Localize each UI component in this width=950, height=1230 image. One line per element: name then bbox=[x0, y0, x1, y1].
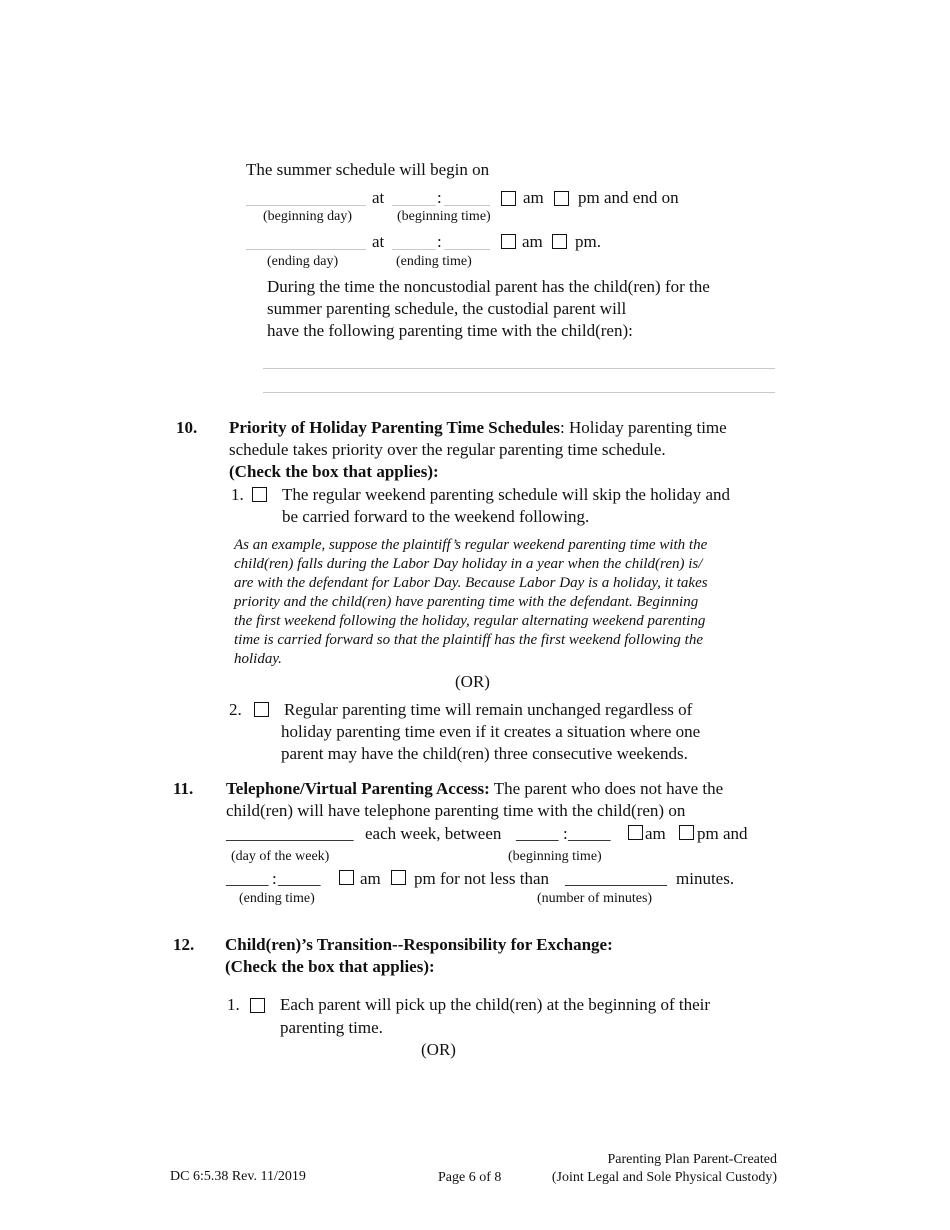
pm-end-label: pm and end on bbox=[578, 188, 679, 207]
section-12-option-1-checkbox[interactable] bbox=[250, 998, 265, 1013]
colon: : bbox=[272, 869, 277, 888]
day-of-week-blank[interactable]: _______________ bbox=[226, 824, 354, 843]
ending-day-blank[interactable] bbox=[246, 249, 366, 250]
custodial-parenting-text: During the time the noncustodial parent has the child(ren) for the summer parenting schedule, the custodial parent will have the following parenting time with the child(ren): bbox=[267, 277, 710, 340]
section-12-or: (OR) bbox=[421, 1040, 456, 1059]
ending-day-caption: (ending day) bbox=[267, 254, 339, 269]
custodial-time-line-1[interactable] bbox=[263, 368, 775, 369]
section-12-option-1-text: Each parent will pick up the child(ren) at the beginning of their parenting time. bbox=[280, 995, 711, 1037]
am-label: am bbox=[523, 188, 544, 207]
section-11-heading: Telephone/Virtual Parenting Access: bbox=[226, 779, 490, 798]
beginning-minute-blank[interactable] bbox=[444, 205, 490, 206]
section-10-option-2-number: 2. bbox=[229, 700, 242, 719]
at-label: at bbox=[372, 188, 385, 207]
am-label: am bbox=[645, 824, 666, 843]
beginning-pm-checkbox[interactable] bbox=[554, 191, 569, 206]
ending-time-caption: (ending time) bbox=[396, 254, 472, 269]
footer-title-line-1: Parenting Plan Parent-Created bbox=[607, 1152, 777, 1167]
number-of-minutes-caption: (number of minutes) bbox=[537, 891, 653, 906]
section-12-heading: Child(ren)’s Transition--Responsibility for Exchange: bbox=[225, 935, 613, 954]
section-10-option-1-text: The regular weekend parenting schedule will skip the holiday and be carried forward to the weekend following. bbox=[282, 485, 730, 526]
section-12-option-1-number: 1. bbox=[227, 995, 240, 1014]
beginning-time-caption: (beginning time) bbox=[508, 849, 602, 864]
footer-page-number: Page 6 of 8 bbox=[438, 1170, 502, 1185]
am-label: am bbox=[360, 869, 381, 888]
ending-minute-blank[interactable] bbox=[444, 249, 490, 250]
beginning-time-caption: (beginning time) bbox=[397, 209, 491, 224]
section-10-heading: Priority of Holiday Parenting Time Schedules bbox=[229, 418, 561, 437]
ending-hour-blank[interactable] bbox=[392, 249, 436, 250]
section-11-line-1: Telephone/Virtual Parenting Access: The parent who does not have the bbox=[226, 779, 724, 798]
beginning-hour-blank[interactable] bbox=[392, 205, 436, 206]
section-10-option-1-number: 1. bbox=[231, 485, 244, 504]
section-11-line-2: child(ren) will have telephone parenting time with the child(ren) on bbox=[226, 801, 686, 820]
day-of-week-caption: (day of the week) bbox=[231, 849, 330, 864]
section-10-number: 10. bbox=[176, 418, 198, 437]
summer-intro: The summer schedule will begin on bbox=[246, 160, 490, 179]
custodial-time-line-2[interactable] bbox=[263, 392, 775, 393]
pm-not-less-label: pm for not less than bbox=[414, 869, 550, 888]
beginning-day-caption: (beginning day) bbox=[263, 209, 353, 224]
beginning-am-checkbox[interactable] bbox=[501, 191, 516, 206]
at-label: at bbox=[372, 232, 385, 251]
section-10-option-2-checkbox[interactable] bbox=[254, 702, 269, 717]
footer-form-code: DC 6:5.38 Rev. 11/2019 bbox=[170, 1169, 306, 1184]
section-10-option-2-text: Regular parenting time will remain unchanged regardless of holiday parenting time even if it creates a situation where one parent may have the child(ren) three consecutive weekends. bbox=[281, 700, 701, 763]
colon: : bbox=[437, 188, 442, 207]
end-hour-blank[interactable]: _____ bbox=[226, 869, 269, 888]
ending-time-caption: (ending time) bbox=[239, 891, 315, 906]
section-12-number: 12. bbox=[173, 935, 195, 954]
beginning-day-blank[interactable] bbox=[246, 205, 366, 206]
section-10-check-instruction: (Check the box that applies): bbox=[229, 462, 439, 481]
begin-minute-blank[interactable]: _____ bbox=[568, 824, 611, 843]
section-10-or: (OR) bbox=[455, 672, 490, 691]
phone-end-pm-checkbox[interactable] bbox=[391, 870, 406, 885]
colon: : bbox=[437, 232, 442, 251]
minutes-blank[interactable]: ____________ bbox=[565, 869, 667, 888]
section-10-line-1: Priority of Holiday Parenting Time Schedules: Holiday parenting time bbox=[229, 418, 727, 437]
section-12-check-instruction: (Check the box that applies): bbox=[225, 957, 435, 976]
section-10-line-2: schedule takes priority over the regular parenting time schedule. bbox=[229, 440, 666, 459]
section-10-example: As an example, suppose the plaintiff’s regular weekend parenting time with the child(ren) falls during the Labor Day holiday in a year when the child(ren) is/ are with the defendant for Labor Day. Because Labor Day is a holiday, it takes priority and the child(ren) have parenting time with the defendant. Beginning the first weekend following the holiday, regular alternating weekend parenting time is carried forward so that the plaintiff has the first weekend following the holiday. bbox=[234, 537, 708, 667]
footer-title-line-2: (Joint Legal and Sole Physical Custody) bbox=[551, 1170, 777, 1185]
ending-am-checkbox[interactable] bbox=[501, 234, 516, 249]
phone-begin-am-checkbox[interactable] bbox=[628, 825, 643, 840]
pm-period-label: pm. bbox=[575, 232, 601, 251]
section-10-option-1-checkbox[interactable] bbox=[252, 487, 267, 502]
minutes-label: minutes. bbox=[676, 869, 735, 888]
am-label: am bbox=[522, 232, 543, 251]
phone-begin-pm-checkbox[interactable] bbox=[679, 825, 694, 840]
begin-hour-blank[interactable]: _____ bbox=[516, 824, 559, 843]
each-week-label: each week, between bbox=[365, 824, 502, 843]
pm-and-label: pm and bbox=[697, 824, 748, 843]
phone-end-am-checkbox[interactable] bbox=[339, 870, 354, 885]
colon: : bbox=[563, 824, 568, 843]
ending-pm-checkbox[interactable] bbox=[552, 234, 567, 249]
section-11-number: 11. bbox=[173, 779, 194, 798]
end-minute-blank[interactable]: _____ bbox=[278, 869, 321, 888]
